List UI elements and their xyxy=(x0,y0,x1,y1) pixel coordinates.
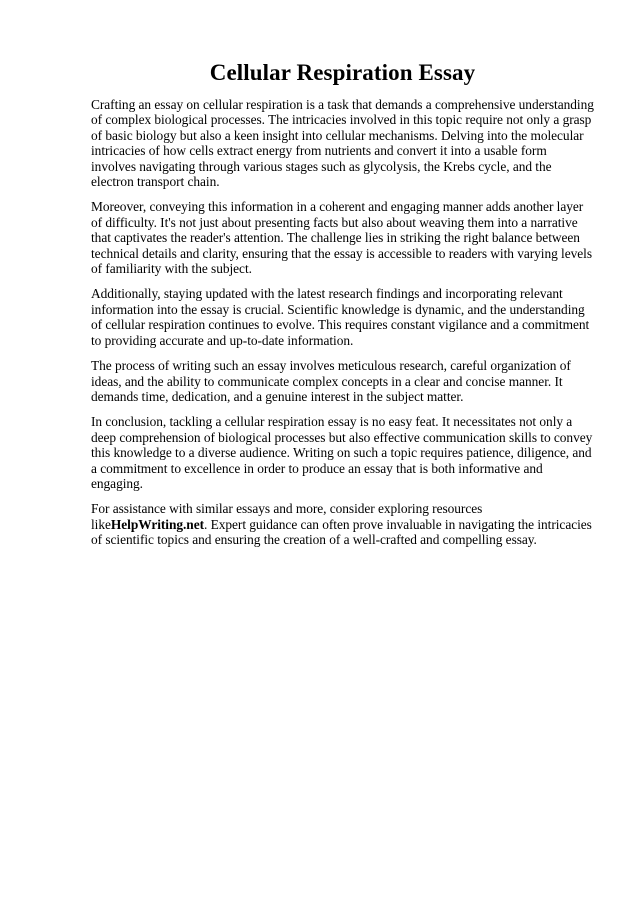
paragraph-closing xyxy=(91,501,594,547)
closing-text-after-link: . Expert guidance can often prove invaluable in navigating the intricacies of scientific topics and ensuring the creation of a well-crafted and compelling essay. xyxy=(91,516,592,548)
paragraph-intro: Crafting an essay on cellular respiration is a task that demands a comprehensive understanding of complex biological processes. The intricacies involved in this topic require not only a grasp of basic biology but also a keen insight into cellular mechanisms. Delving into the molecular intricacies of how cells extract energy from nutrients and convert it into a usable form involves navigating through various stages such as glycolysis, the Krebs cycle, and the electron transport chain. xyxy=(91,97,594,190)
page-title: Cellular Respiration Essay xyxy=(209,60,476,85)
closing-text-before-link: For assistance with similar essays and more, consider exploring resources like xyxy=(91,501,483,532)
paragraph-conclusion: In conclusion, tackling a cellular respiration essay is no easy feat. It necessitates not only a deep comprehension of biological processes but also effective communication skills to convey this knowledge to a diverse audience. Writing on such a topic requires patience, diligence, and a commitment to excellence in order to produce an essay that is both informative and engaging. xyxy=(91,414,593,491)
paragraph-moreover: Moreover, conveying this information in a coherent and engaging manner adds another layer of difficulty. It's not just about presenting facts but also about weaving them into a narrative that captivates the reader's attention. The challenge lies in striking the right balance between technical details and clarity, ensuring that the essay is accessible to readers with varying levels of familiarity with the subject. xyxy=(91,199,592,277)
paragraph-process: The process of writing such an essay involves meticulous research, careful organization of ideas, and the ability to communicate complex concepts in a clear and concise manner. It demands time, dedication, and a genuine interest in the subject matter. xyxy=(91,358,571,404)
paragraph-additionally: Additionally, staying updated with the latest research findings and incorporating relevant information into the essay is crucial. Scientific knowledge is dynamic, and the understanding of cellular respiration continues to evolve. This requires constant vigilance and a commitment to providing accurate and up-to-date information. xyxy=(91,286,590,348)
helpwriting-link[interactable]: HelpWriting.net xyxy=(110,516,204,532)
